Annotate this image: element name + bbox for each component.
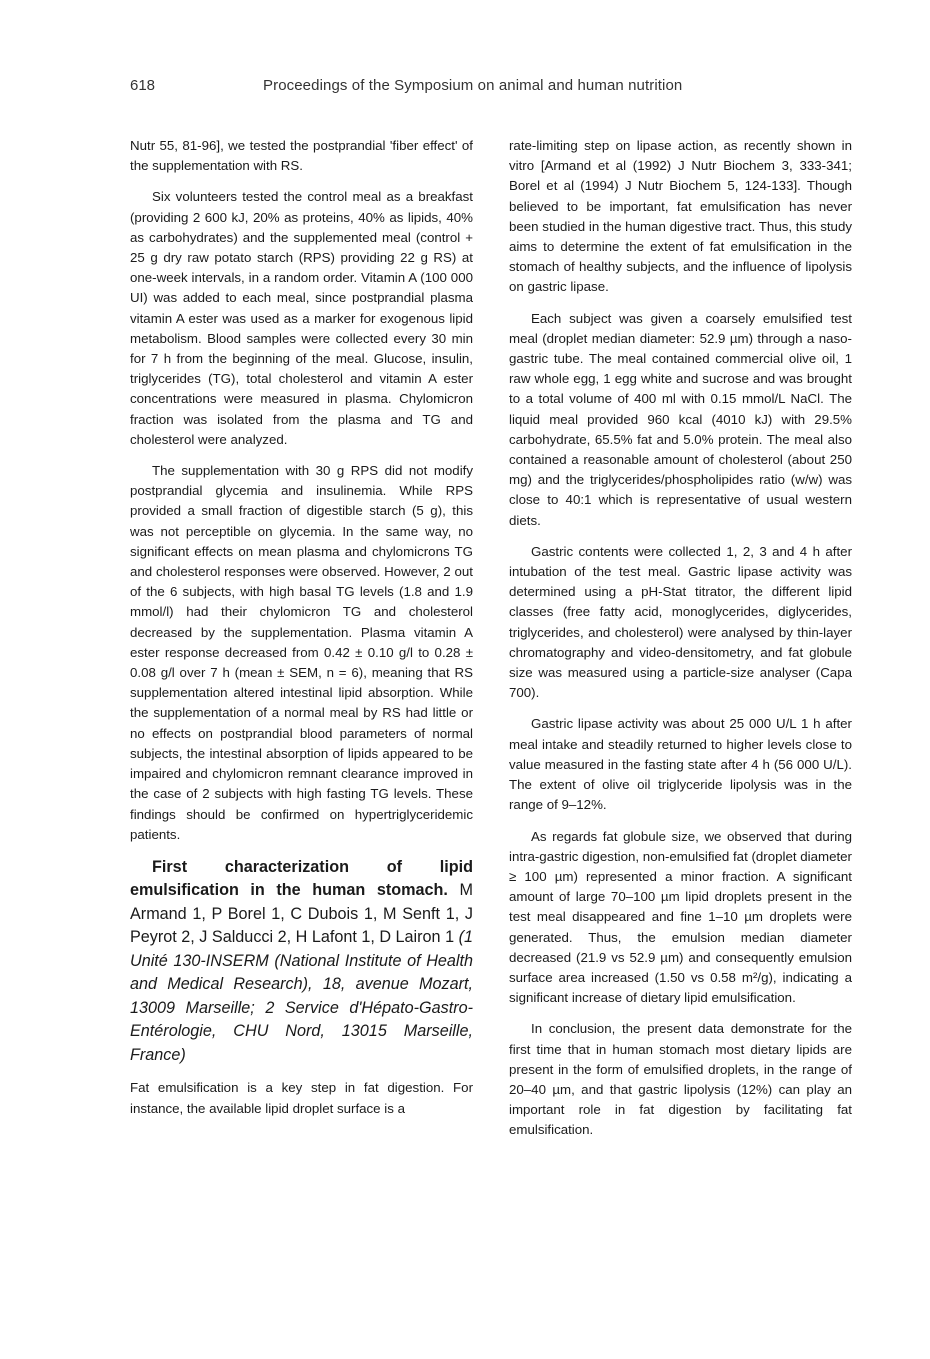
left-column <box>130 136 473 1130</box>
paragraph: The supplementation with 30 g RPS did not modify postprandial glycemia and insulinemia. While RPS provided a small fraction of digestible starch (5 g), this was not perceptible on glycemia. In the same way, no significant effects on mean plasma and chylomicrons TG and cholesterol responses were observed. However, 2 out of the 6 subjects, with high basal TG levels (1.8 and 1.9 mmol/l) had their chylomicron TG and cholesterol decreased by the supplementation. Plasma vitamin A ester response decreased from 0.42 ± 0.10 g/l to 0.28 ± 0.08 g/l over 7 h (mean ± SEM, n = 6), meaning that RS supplementation altered intestinal lipid absorption. While the supplementation of a normal meal by RS had little or no effects on postprandial blood parameters of normal subjects, the intestinal absorption of lipids appeared to be impaired and chylomicron remnant clearance improved in the case of 2 subjects with high fasting TG levels. These findings should be confirmed on hypertriglyceridemic patients. <box>130 463 473 842</box>
paragraph: Each subject was given a coarsely emulsified test meal (droplet median diameter: 52.9 µm) through a naso-gastric tube. The meal contained commercial olive oil, 1 raw whole egg, 1 egg white and sucrose and was brought to a total volume of 400 ml with 0.15 mmol/L NaCl. The liquid meal provided 960 kcal (4010 kJ) with 29.5% carbohydrate, 65.5% fat and 5.0% protein. The meal also contained a reasonable amount of cholesterol (about 250 mg) and the triglycerides/phospholipides ratio (w/w) was close to 40:1 which is representative of usual western diets. <box>509 310 852 528</box>
paragraph: Gastric contents were collected 1, 2, 3 and 4 h after intubation of the test meal. Gastric lipase activity was determined using a pH-Stat titrator, the different lipid classes (free fatty acid, monoglycerides, diglycerides, triglycerides, and cholesterol) were analysed by thin-layer chromatography and video-densitometry, and fat globule size was measured using a particle-size analyser (Capa 700). <box>509 543 852 701</box>
paragraph: In conclusion, the present data demonstrate for the first time that in human stomach most dietary lipids are present in the form of emulsified droplets, in the range of 20–40 µm, and that gastric lipolysis (12%) can play an important role in fat digestion by facilitating fat emulsification. <box>509 1021 852 1138</box>
paragraph: Fat emulsification is a key step in fat digestion. For instance, the available lipid droplet surface is a <box>130 1080 473 1116</box>
abstract-heading <box>130 856 473 1068</box>
paragraph: Nutr 55, 81-96], we tested the postprandial 'fiber effect' of the supplementation with RS. <box>130 138 473 174</box>
right-column <box>509 136 852 1152</box>
paragraph: Gastric lipase activity was about 25 000 U/L 1 h after meal intake and steadily returned to higher levels close to value measured in the fasting state after 4 h (56 000 U/L). The extent of olive oil triglyceride lipolysis was in the range of 9–12%. <box>509 716 852 813</box>
abstract-title: First characterization of lipid emulsification in the human stomach. <box>130 857 473 900</box>
abstract-affiliation: (1 Unité 130-INSERM (National Institute of Health and Medical Research), 18, avenue Mozart, 13009 Marseille; 2 Service d'Hépato-Gastro-Entérologie, CHU Nord, 13015 Marseille, France) <box>130 928 473 1064</box>
running-title: Proceedings of the Symposium on animal and human nutrition <box>263 77 683 94</box>
abstract-authors: M Armand 1, P Borel 1, C Dubois 1, M Senft 1, J Peyrot 2, J Salducci 2, H Lafont 1, D Lairon 1 <box>130 881 473 947</box>
paragraph: As regards fat globule size, we observed that during intra-gastric digestion, non-emulsified fat (droplet diameter ≥ 100 µm) represented a minor fraction. A significant amount of large 70–100 µm lipid droplets present in the test meal disappeared and fine 1–10 µm droplets were generated. Thus, the emulsion median diameter decreased (21.9 vs 52.9 µm) and consequently emulsion surface area increased (1.50 vs 0.58 m²/g), indicating a significant increase of dietary lipid emulsification. <box>509 828 852 1006</box>
paragraph: rate-limiting step on lipase action, as recently shown in vitro [Armand et al (1992) J Nutr Biochem 3, 333-341; Borel et al (1994) J Nutr Biochem 5, 124-133]. Though believed to be important, fat emulsification has never been studied in the human digestive tract. Thus, this study aims to determine the extent of fat emulsification in the stomach of healthy subjects, and the influence of lipolysis on gastric lipase. <box>509 138 852 295</box>
page-number: 618 <box>130 77 156 94</box>
paragraph: Six volunteers tested the control meal as a breakfast (providing 2 600 kJ, 20% as proteins, 40% as lipids, 40% as carbohydrates) and the supplemented meal (control + 25 g dry raw potato starch (RPS) providing 22 g RS) at one-week intervals, in a random order. Vitamin A (100 000 UI) was added to each meal, since postprandial plasma vitamin A ester was used as a marker for exogenous lipid metabolism. Blood samples were collected every 30 min for 7 h from the beginning of the meal. Glucose, insulin, triglycerides (TG), total cholesterol and vitamin A ester concentrations were measured in plasma. Chylomicron fraction was isolated from the plasma and TG and cholesterol were analyzed. <box>130 189 473 447</box>
